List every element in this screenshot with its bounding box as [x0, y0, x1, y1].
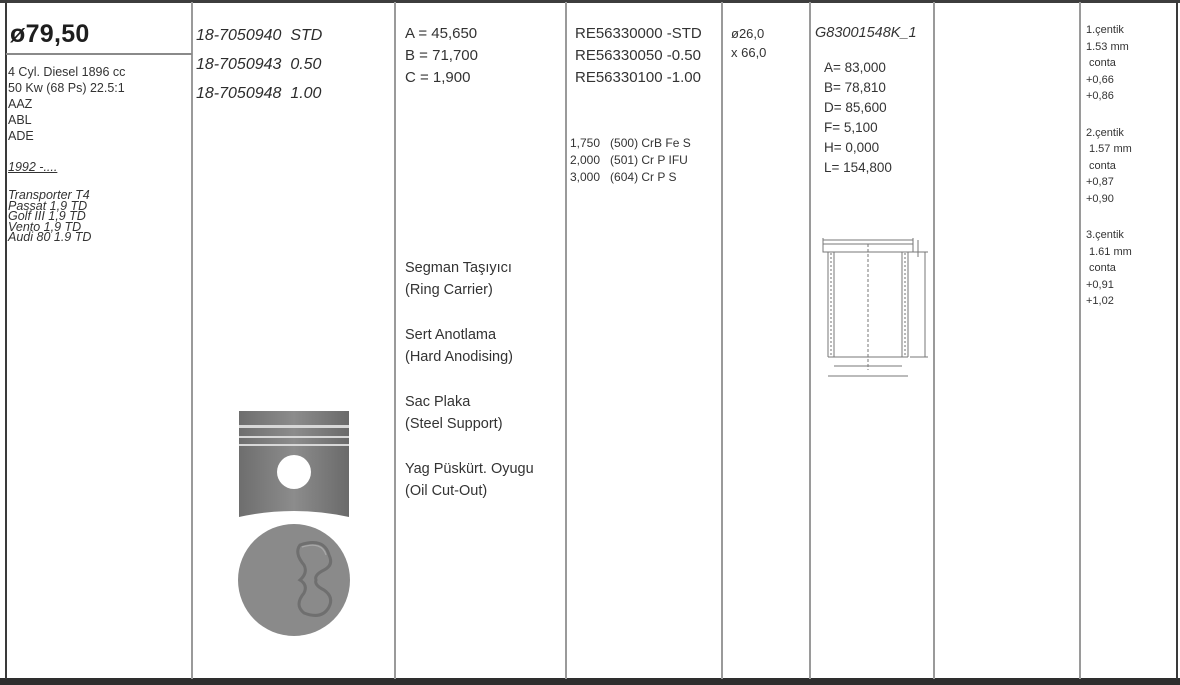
pin-length: x 66,0: [731, 45, 767, 60]
feature-label-tr: Segman Taşıyıcı: [405, 260, 512, 276]
ring-specs: [570, 135, 691, 186]
vehicle-model: Golf III 1,9 TD: [8, 209, 86, 223]
liner-dim-b: B= 78,810: [824, 80, 886, 95]
notch-list: [1086, 22, 1132, 310]
column-divider: [191, 2, 193, 679]
feature-oil-cut-out: [405, 458, 534, 502]
notch-label: 3.çentik: [1086, 229, 1124, 241]
piston-part-numbers: [196, 21, 322, 108]
piston-part-row: [196, 21, 322, 50]
dimension-b: B = 71,700: [405, 47, 478, 64]
liner-dim-d: D= 85,600: [824, 100, 887, 115]
liner-dimensions: [824, 58, 892, 178]
ring-spec-row: [570, 169, 691, 186]
feature-hard-anodising: [405, 324, 534, 368]
part-size: 0.50: [290, 56, 322, 73]
feature-label-en: (Oil Cut-Out): [405, 483, 488, 499]
notch-gasket: conta: [1089, 159, 1116, 172]
bottom-border: [0, 678, 1180, 685]
bore-diameter: ø79,50: [10, 20, 90, 48]
ring-width: 2,000: [570, 153, 601, 167]
notch-value: +0,66: [1086, 73, 1114, 86]
part-size: 1.00: [290, 85, 322, 102]
engine-spec: [8, 64, 125, 144]
ring-code: (500) CrB Fe S: [610, 136, 691, 150]
engine-code: AAZ: [8, 97, 33, 111]
notch-value: +0,90: [1086, 192, 1114, 205]
part-number: 18-7050940: [196, 27, 282, 44]
notch-label: 2.çentik: [1086, 126, 1124, 139]
ring-set: RE56330100 -1.00: [575, 69, 701, 86]
column-divider: [809, 2, 811, 679]
piston-dimensions: [405, 23, 478, 89]
feature-label-tr: Sac Plaka: [405, 394, 471, 410]
part-number: 18-7050948: [196, 85, 282, 102]
notch-value: +0,86: [1086, 90, 1114, 102]
column-divider: [1079, 2, 1081, 679]
part-size: STD: [290, 27, 323, 44]
dimension-c: C = 1,900: [405, 69, 471, 86]
piston-part-row: [196, 79, 322, 108]
notch-value: +0,87: [1086, 176, 1114, 188]
dimension-a: A = 45,650: [405, 25, 478, 42]
part-number: 18-7050943: [196, 56, 282, 73]
bore-divider: [6, 53, 192, 55]
feature-label-en: (Hard Anodising): [405, 349, 513, 365]
ring-width: 3,000: [570, 170, 601, 184]
column-divider: [394, 2, 396, 679]
engine-code: ADE: [8, 129, 34, 143]
notch-depth: 1.57 mm: [1089, 143, 1132, 155]
vehicle-model: Passat 1,9 TD: [8, 198, 88, 213]
notch-depth: 1.53 mm: [1086, 40, 1129, 53]
pin-diameter: ø26,0: [731, 26, 765, 41]
engine-spec-line: 50 Kw (68 Ps) 22.5:1: [8, 81, 125, 95]
column-divider: [565, 2, 567, 679]
ring-width: 1,750: [570, 136, 601, 150]
column-divider: [5, 2, 7, 679]
vehicle-model: Transporter T4: [8, 188, 90, 202]
vehicle-model: Audi 80 1.9 TD: [8, 230, 92, 244]
liner-dim-l: L= 154,800: [824, 160, 892, 175]
feature-ring-carrier: [405, 257, 534, 301]
notch-gasket: conta: [1089, 262, 1116, 274]
vehicle-model: Vento 1,9 TD: [8, 219, 82, 234]
notch-value: +1,02: [1086, 295, 1114, 307]
feature-label-en: (Ring Carrier): [405, 282, 493, 298]
engine-spec-line: 4 Cyl. Diesel 1896 cc: [8, 65, 126, 79]
notch-1: [1086, 22, 1132, 105]
ring-code: (501) Cr P IFU: [610, 153, 688, 167]
piston-image: [234, 405, 354, 640]
vehicle-models: [8, 190, 91, 243]
liner-dim-f: F= 5,100: [824, 120, 878, 135]
liner-part-number: G83001548K_1: [815, 25, 917, 41]
liner-drawing: [818, 235, 933, 380]
ring-code: (604) Cr P S: [610, 170, 677, 184]
notch-value: +0,91: [1086, 278, 1114, 291]
ring-spec-row: [570, 135, 691, 152]
liner-dim-a: A= 83,000: [824, 60, 886, 75]
feature-label-tr: Sert Anotlama: [405, 327, 497, 343]
ring-set: RE56330000 -STD: [575, 25, 702, 42]
column-divider: [1176, 2, 1178, 679]
feature-label-tr: Yag Püskürt. Oyugu: [405, 461, 534, 477]
notch-2: [1086, 125, 1132, 208]
liner-dim-h: H= 0,000: [824, 140, 880, 155]
piston-pin: [731, 24, 766, 62]
notch-gasket: conta: [1089, 57, 1116, 69]
notch-label: 1.çentik: [1086, 24, 1124, 36]
feature-label-en: (Steel Support): [405, 416, 503, 432]
column-divider: [933, 2, 935, 679]
ring-set: RE56330050 -0.50: [575, 47, 701, 64]
column-divider: [721, 2, 723, 679]
engine-code: ABL: [8, 113, 32, 127]
feature-steel-support: [405, 391, 534, 435]
piston-features: [405, 257, 534, 502]
ring-set-numbers: [575, 23, 702, 89]
notch-3: [1086, 227, 1132, 310]
top-border: [0, 0, 1180, 3]
production-years: 1992 -....: [8, 160, 58, 174]
ring-spec-row: [570, 152, 691, 169]
piston-part-row: [196, 50, 322, 79]
notch-depth: 1.61 mm: [1089, 245, 1132, 258]
